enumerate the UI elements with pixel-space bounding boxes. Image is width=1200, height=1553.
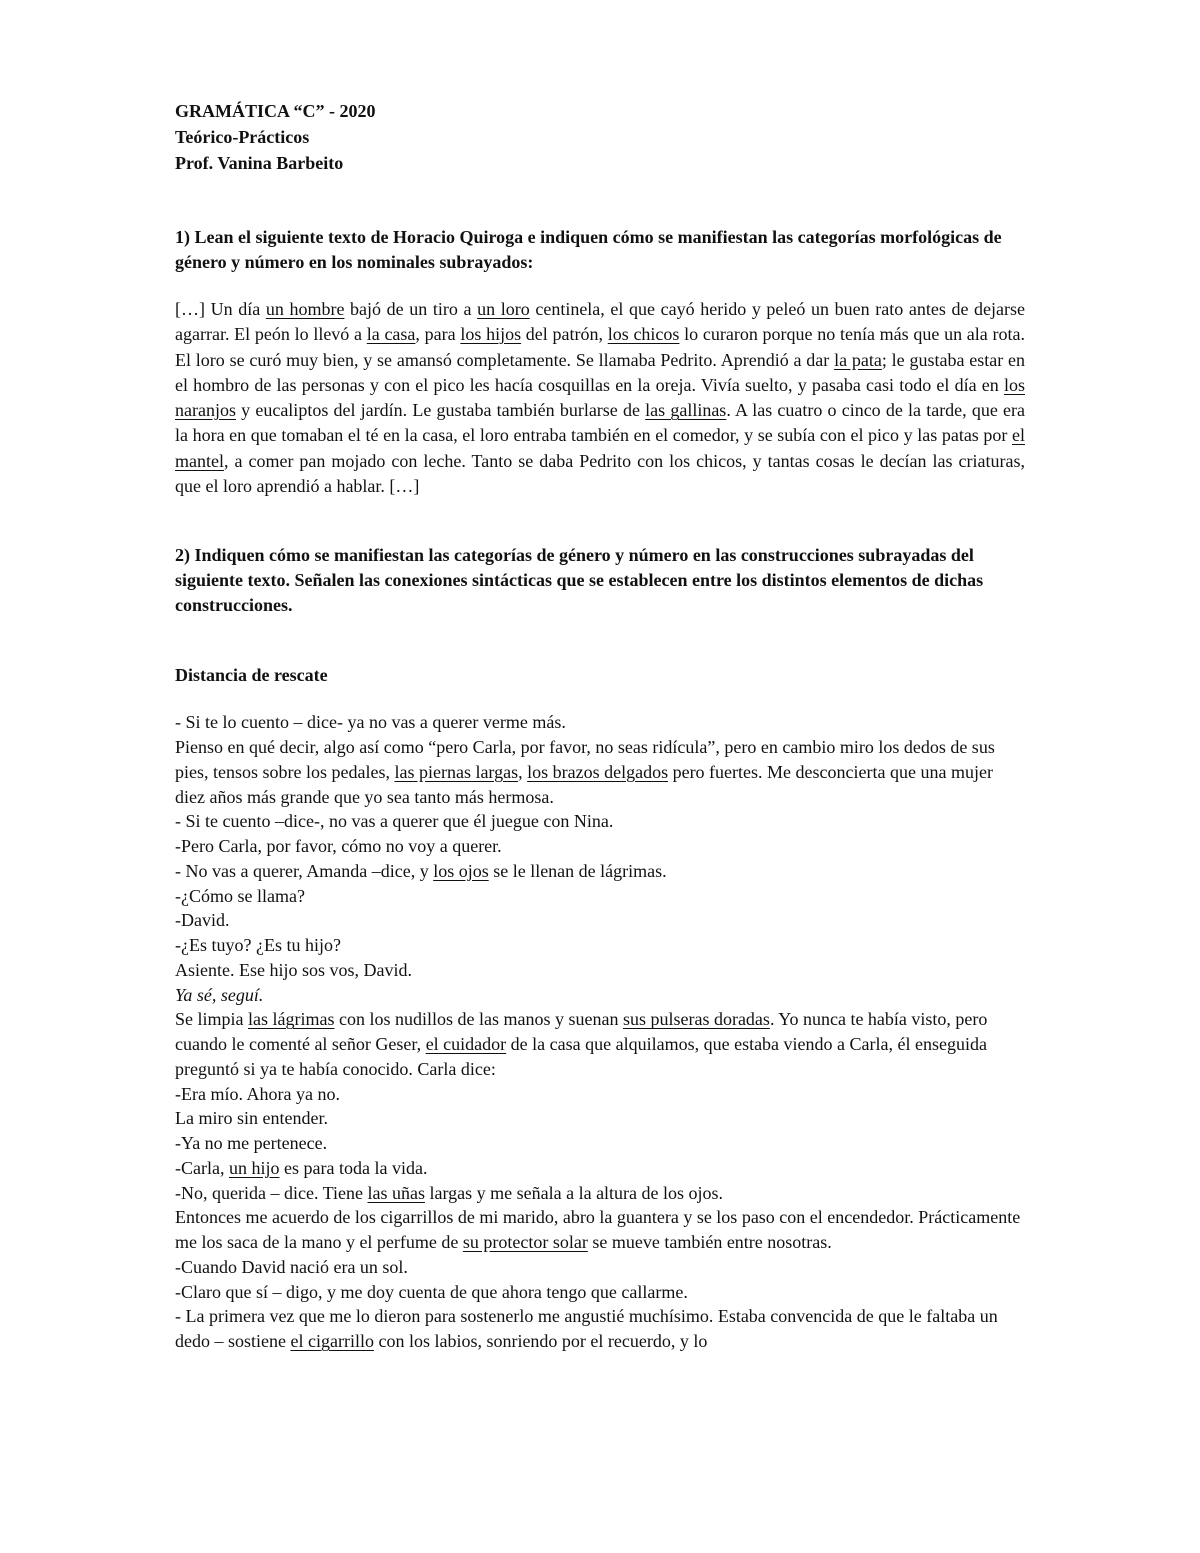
excerpt-text: lo curaron porque no tenía más que un ala rota. El loro se curó muy bien, y se amansó completamente. Se llamaba Pedrito. Aprendió a dar	[175, 324, 1025, 370]
story-line: La miro sin entender.	[175, 1108, 328, 1129]
story-excerpt	[175, 710, 1025, 1354]
story-line: -David.	[175, 910, 230, 931]
story-text: -No, querida – dice. Tiene	[175, 1182, 368, 1203]
underlined-construction: los brazos delgados	[527, 761, 669, 782]
excerpt-text: , para	[415, 324, 461, 345]
underlined-construction: su protector solar	[462, 1232, 588, 1253]
underlined-construction: los ojos	[433, 860, 489, 881]
story-line: - Si te lo cuento – dice- ya no vas a querer verme más.	[175, 712, 566, 733]
story-line: -Claro que sí – digo, y me doy cuenta de que ahora tengo que callarme.	[175, 1281, 688, 1302]
story-text: . Yo nunca te había visto, pero cuando le comenté al señor Geser,	[175, 1009, 988, 1055]
story-text: Entonces me acuerdo de los cigarrillos de mi marido, abro la guantera y se los paso con el encendedor. Prácticamente me los saca de la mano y el perfume de	[175, 1207, 1021, 1253]
story-line	[175, 859, 1025, 884]
course-title: GRAMÁTICA “C” - 2020	[175, 101, 376, 121]
story-line: -Era mío. Ahora ya no.	[175, 1083, 340, 1104]
excerpt-text: bajó de un tiro a	[344, 299, 478, 319]
story-line: -¿Cómo se llama?	[175, 885, 305, 906]
professor-name: Prof. Vanina Barbeito	[175, 153, 344, 173]
document-header	[175, 98, 1025, 176]
story-line: -Cuando David nació era un sol.	[175, 1256, 408, 1277]
underlined-construction: las uñas	[367, 1182, 425, 1203]
document-page	[175, 98, 1025, 1354]
story-text: - No vas a querer, Amanda –dice, y	[175, 860, 434, 881]
story-text: Se limpia	[175, 1009, 248, 1030]
story-text: - La primera vez que me lo dieron para sostenerlo me angustié muchísimo. Estaba convencida de que le faltaba un dedo – sostiene	[175, 1306, 998, 1352]
story-line	[175, 1156, 1025, 1181]
story-text: ,	[518, 761, 528, 782]
underlined-construction: sus pulseras doradas	[622, 1009, 770, 1030]
story-text: Pienso en qué decir, algo así como “pero Carla, por favor, no seas ridícula”, pero en cambio miro los dedos de sus pies, tensos sobre los pedales,	[175, 737, 995, 782]
story-line: -Pero Carla, por favor, cómo no voy a querer.	[175, 836, 502, 857]
story-text: -Carla,	[175, 1157, 229, 1178]
underlined-nominal: un hombre	[265, 299, 345, 319]
underlined-nominal: los chicos	[607, 324, 680, 345]
excerpt-text: . A las cuatro o cinco de la tarde, que era la hora en que tomaban el té en la casa, el loro entraba también en el comedor, y se subía con el pico y las patas por	[175, 400, 1025, 446]
story-text: con los nudillos de las manos y suenan	[334, 1009, 623, 1030]
underlined-construction: las piernas largas	[394, 761, 519, 782]
story-text: con los labios, sonriendo por el recuerdo, y lo	[373, 1331, 708, 1352]
story-line: - Si te cuento –dice-, no vas a querer que él juegue con Nina.	[175, 811, 614, 832]
excerpt-text: centinela, el que cayó herido y peleó un buen rato antes de dejarse agarrar. El peón lo llevó a	[175, 299, 1026, 345]
excerpt-text: ; le gustaba estar en el hombro de las personas y con el pico les hacía cosquillas en la oreja. Vivía suelto, y pasaba casi todo el día en	[175, 349, 1025, 395]
underlined-nominal: un loro	[477, 299, 530, 319]
story-text: largas y me señala a la altura de los ojos.	[424, 1182, 724, 1203]
story-text: de la casa que alquilamos, que estaba viendo a Carla, él enseguida preguntó si ya te había conocido. Carla dice:	[175, 1034, 987, 1079]
story-line	[175, 1181, 1025, 1206]
story-line	[175, 1007, 1025, 1081]
underlined-nominal: los hijos	[460, 324, 522, 345]
story-line: -Ya no me pertenece.	[175, 1133, 328, 1154]
underlined-construction: el cuidador	[425, 1034, 507, 1055]
excerpt-text: y eucaliptos del jardín. Le gustaba también burlarse de	[235, 400, 646, 421]
excerpt-text: del patrón,	[521, 324, 608, 345]
underlined-construction: un hijo	[228, 1157, 280, 1178]
question-2: 2) Indiquen cómo se manifiestan las categorías de género y número en las construcciones subrayadas del siguiente texto. Señalen las conexiones sintácticas que se establecen entre los distintos elementos de dichas construcciones.	[175, 545, 984, 616]
quiroga-paragraph	[175, 297, 1025, 499]
quiroga-excerpt	[175, 297, 1025, 499]
course-subtitle: Teórico-Prácticos	[175, 127, 310, 147]
underlined-construction: el cigarrillo	[290, 1331, 374, 1352]
story-title: Distancia de rescate	[175, 665, 328, 686]
underlined-nominal: la casa	[366, 324, 416, 345]
underlined-construction: las lágrimas	[248, 1009, 335, 1030]
story-line	[175, 1205, 1025, 1255]
underlined-nominal: la pata	[834, 349, 882, 370]
excerpt-text: […] Un día	[175, 299, 266, 319]
question-1: 1) Lean el siguiente texto de Horacio Quiroga e indiquen cómo se manifiestan las categorías morfológicas de género y número en los nominales subrayados:	[175, 227, 1002, 272]
story-line	[175, 735, 1025, 809]
underlined-nominal: el mantel	[175, 425, 1025, 471]
story-line	[175, 1304, 1025, 1354]
story-line: Asiente. Ese hijo sos vos, David.	[175, 959, 412, 980]
story-text: es para toda la vida.	[279, 1157, 428, 1178]
underlined-nominal: las gallinas	[645, 400, 727, 421]
story-text: pero fuertes. Me desconcierta que una mujer diez años más grande que yo sea tanto más hermosa.	[175, 761, 993, 807]
story-line: -¿Es tuyo? ¿Es tu hijo?	[175, 935, 341, 956]
story-text: se mueve también entre nosotras.	[587, 1232, 832, 1253]
excerpt-text: , a comer pan mojado con leche. Tanto se daba Pedrito con los chicos, y tantas cosas le decían las criaturas, que el loro aprendió a hablar. […]	[175, 450, 1025, 497]
story-text: se le llenan de lágrimas.	[488, 860, 667, 881]
story-line-italic: Ya sé, seguí.	[175, 984, 264, 1005]
underlined-nominal: los naranjos	[175, 374, 1025, 421]
